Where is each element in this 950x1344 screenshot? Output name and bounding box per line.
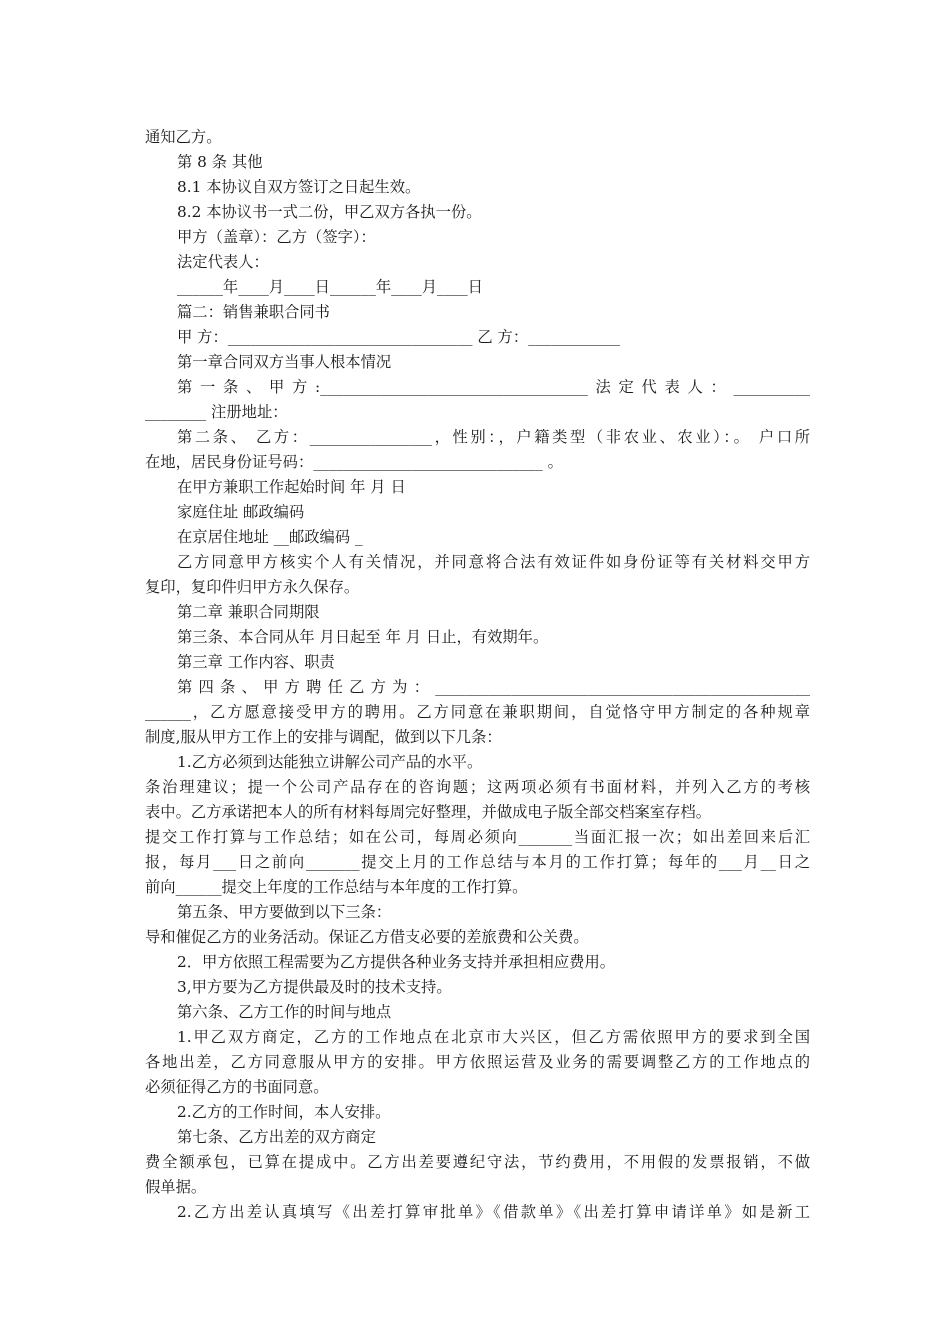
text-line: ______，乙方愿意接受甲方的聘用。乙方同意在兼职期间，自觉恪守甲方制定的各种规章	[145, 703, 810, 721]
text-line: 法定代表人：	[177, 253, 269, 271]
text-line: 8.1 本协议自双方签订之日起生效。	[177, 178, 421, 196]
text-line: 表中。乙方承诺把本人的所有材料每周完好整理，并做成电子版全部交档案室存档。	[145, 803, 711, 821]
text-line: 提交工作打算与工作总结；如在公司，每周必须向_______当面汇报一次；如出差回来后汇	[145, 828, 810, 846]
text-line: 篇二：销售兼职合同书	[177, 303, 330, 321]
text-line: 复印，复印件归甲方永久保存。	[145, 578, 360, 596]
text-line: 3,甲方要为乙方提供最及时的技术支持。	[177, 978, 452, 996]
text-line: 第二条、 乙方：________________，性别：，户籍类型（非农业、农业）：。 户口所	[177, 428, 810, 446]
text-line: 第 8 条 其他	[177, 153, 263, 171]
text-line: 1.甲乙双方商定，乙方的工作地点在北京市大兴区，但乙方需依照甲方的要求到全国	[177, 1028, 810, 1046]
document-body	[145, 125, 810, 1225]
text-line: 在地，居民身份证号码：______________________________ 。	[145, 453, 563, 471]
text-line: 通知乙方。	[145, 128, 222, 146]
text-line: 第一条、甲方:___________________________________法定代表人：__________	[177, 378, 810, 396]
text-line: 2．甲方依照工程需要为乙方提供各种业务支持并承担相应费用。	[177, 953, 616, 971]
text-line: 导和催促乙方的业务活动。保证乙方借支必要的差旅费和公关费。	[145, 928, 589, 946]
text-line: 甲 方：________________________________ 乙 方：____________	[177, 328, 620, 346]
text-line: 甲方（盖章）：乙方（签字）：	[177, 228, 376, 246]
text-line: 乙方同意甲方核实个人有关情况，并同意将合法有效证件如身份证等有关材料交甲方	[177, 553, 810, 571]
text-line: 8.2 本协议书一式二份，甲乙双方各执一份。	[177, 203, 482, 221]
text-line: 1.乙方必须到达能独立讲解公司产品的水平。	[177, 753, 483, 771]
text-line: ______年____月____日______年____月____日	[177, 278, 483, 296]
text-line: 第四条、甲方聘任乙方为：_________________________________________________	[177, 678, 810, 696]
text-line: 第一章合同双方当事人根本情况	[177, 353, 392, 371]
text-line: 第六条、乙方工作的时间与地点	[177, 1003, 392, 1021]
text-line: 前向______提交上年度的工作总结与本年度的工作打算。	[145, 878, 528, 896]
text-line: ________ 注册地址：	[145, 403, 288, 421]
text-line: 条治理建议；提一个公司产品存在的咨询题；这两项必须有书面材料，并列入乙方的考核	[145, 778, 810, 796]
text-line: 2.乙方的工作时间，本人安排。	[177, 1103, 391, 1121]
text-line: 各地出差，乙方同意服从甲方的安排。甲方依照运营及业务的需要调整乙方的工作地点的	[145, 1053, 810, 1071]
text-line: 第三章 工作内容、职责	[177, 653, 335, 671]
text-line: 2.乙方出差认真填写《出差打算审批单》《借款单》《出差打算申请详单》如是新工	[177, 1203, 810, 1221]
text-line: 费全额承包，已算在提成中。乙方出差要遵纪守法，节约费用，不用假的发票报销，不做	[145, 1153, 810, 1171]
text-line: 第七条、乙方出差的双方商定	[177, 1128, 376, 1146]
text-line: 第二章 兼职合同期限	[177, 603, 320, 621]
text-line: 第五条、甲方要做到以下三条：	[177, 903, 392, 921]
text-line: 家庭住址 邮政编码	[177, 503, 305, 521]
text-line: 报，每月___日之前向_______提交上月的工作总结与本月的工作打算；每年的___月__日之	[145, 853, 810, 871]
text-line: 第三条、本合同从年 月日起至 年 月 日止，有效期年。	[177, 628, 549, 646]
text-line: 制度,服从甲方工作上的安排与调配，做到以下几条：	[145, 728, 502, 746]
text-line: 假单据。	[145, 1178, 207, 1196]
text-line: 在京居住地址 __邮政编码 _	[177, 528, 363, 546]
text-line: 必须征得乙方的书面同意。	[145, 1078, 329, 1096]
text-line: 在甲方兼职工作起始时间 年 月 日	[177, 478, 406, 496]
